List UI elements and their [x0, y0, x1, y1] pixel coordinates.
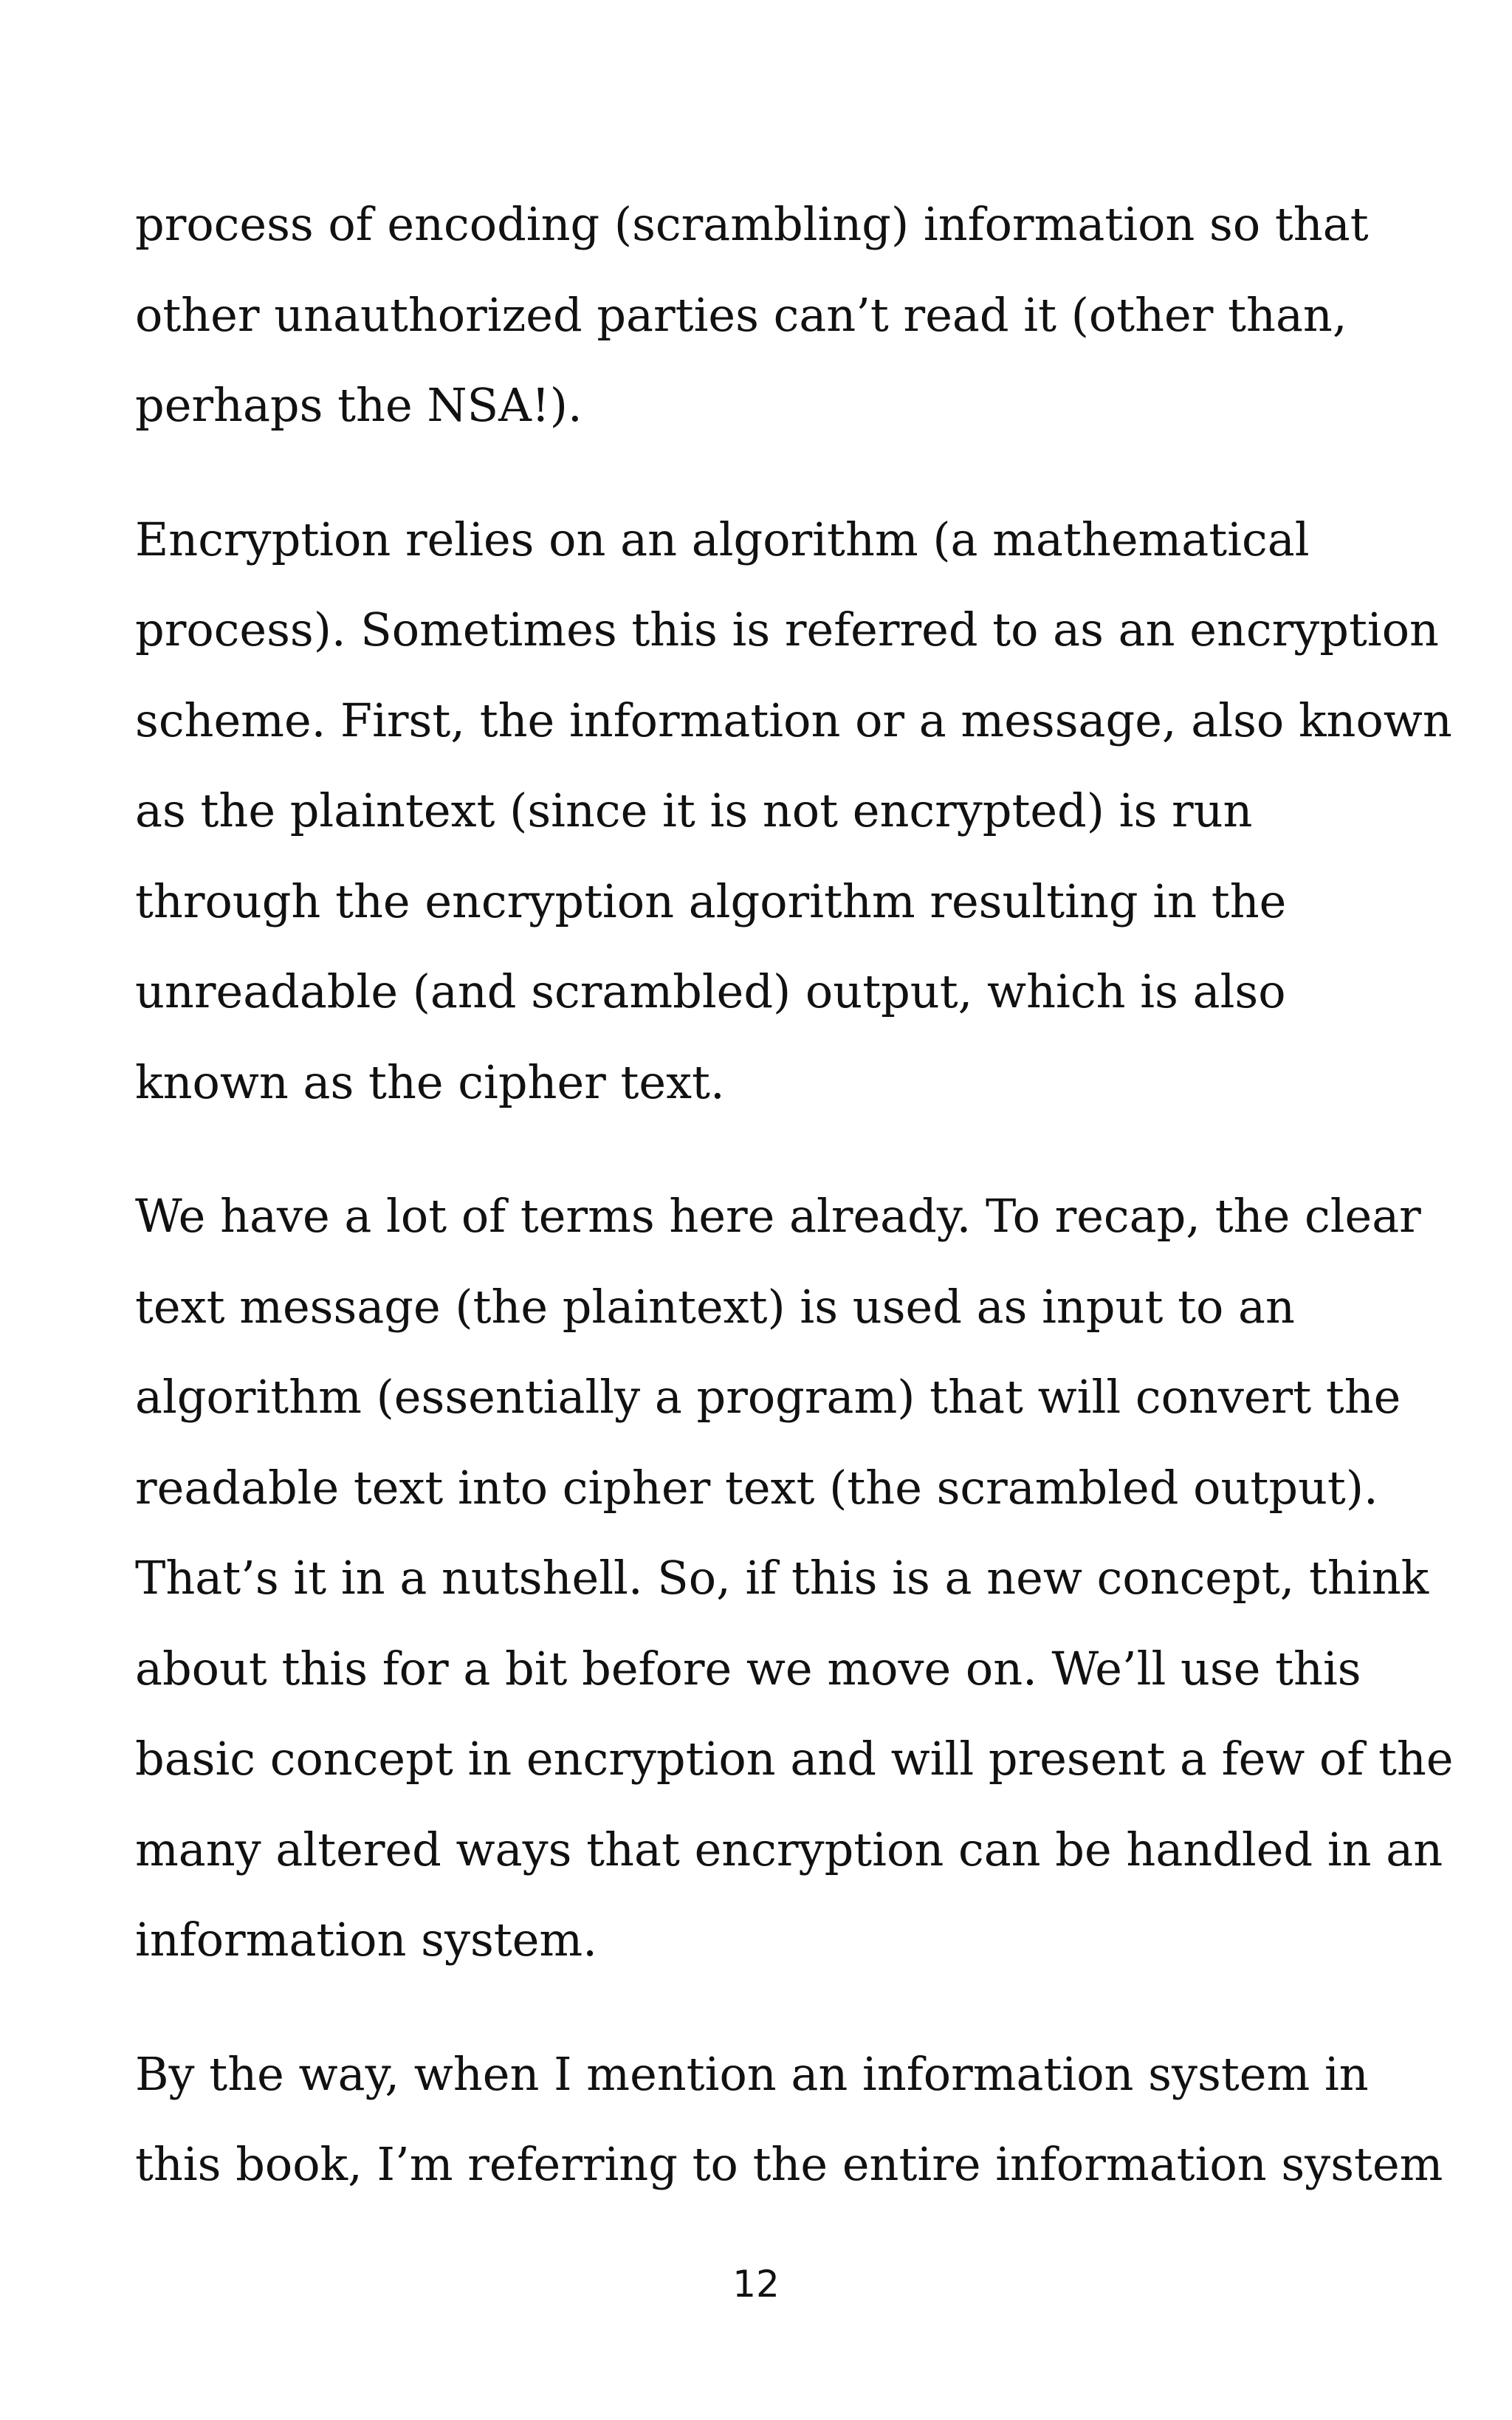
- paragraph: [135, 2029, 1443, 2210]
- paragraph-gap: [135, 1986, 1390, 2029]
- paragraph-gap: [135, 1128, 1390, 1171]
- text-line: information system.: [135, 1913, 597, 1967]
- text-line: about this for a bit before we move on. We’ll use this: [135, 1641, 1361, 1696]
- text-line: this book, I’m referring to the entire information system: [135, 2137, 1443, 2191]
- text-line: process of encoding (scrambling) information so that: [135, 197, 1369, 251]
- body-text: [135, 179, 1454, 2210]
- page-number: 12: [732, 2263, 780, 2306]
- text-line: perhaps the NSA!).: [135, 378, 583, 432]
- text-line: known as the cipher text.: [135, 1055, 725, 1109]
- paragraph: [135, 179, 1390, 451]
- paragraph-gap: [135, 451, 1390, 495]
- text-line: We have a lot of terms here already. To recap, the clear: [135, 1189, 1421, 1243]
- text-line: other unauthorized parties can’t read it (other than,: [135, 287, 1347, 342]
- text-line: That’s it in a nutshell. So, if this is a new concept, think: [135, 1551, 1429, 1605]
- text-line: text message (the plaintext) is used as input to an: [135, 1279, 1295, 1334]
- text-line: readable text into cipher text (the scrambled output).: [135, 1460, 1378, 1515]
- paragraph: [135, 495, 1452, 1128]
- text-line: scheme. First, the information or a message, also known: [135, 693, 1452, 747]
- paragraph: [135, 1171, 1454, 1986]
- text-line: through the encryption algorithm resulting in the: [135, 874, 1287, 928]
- text-line: process). Sometimes this is referred to as an encryption: [135, 603, 1439, 657]
- text-line: unreadable (and scrambled) output, which is also: [135, 964, 1286, 1018]
- text-line: many altered ways that encryption can be handled in an: [135, 1822, 1443, 1876]
- text-line: Encryption relies on an algorithm (a mathematical: [135, 512, 1310, 566]
- text-line: basic concept in encryption and will present a few of the: [135, 1732, 1454, 1786]
- text-line: algorithm (essentially a program) that will convert the: [135, 1370, 1401, 1424]
- text-line: as the plaintext (since it is not encrypted) is run: [135, 784, 1253, 837]
- text-line: By the way, when I mention an information system in: [135, 2046, 1369, 2101]
